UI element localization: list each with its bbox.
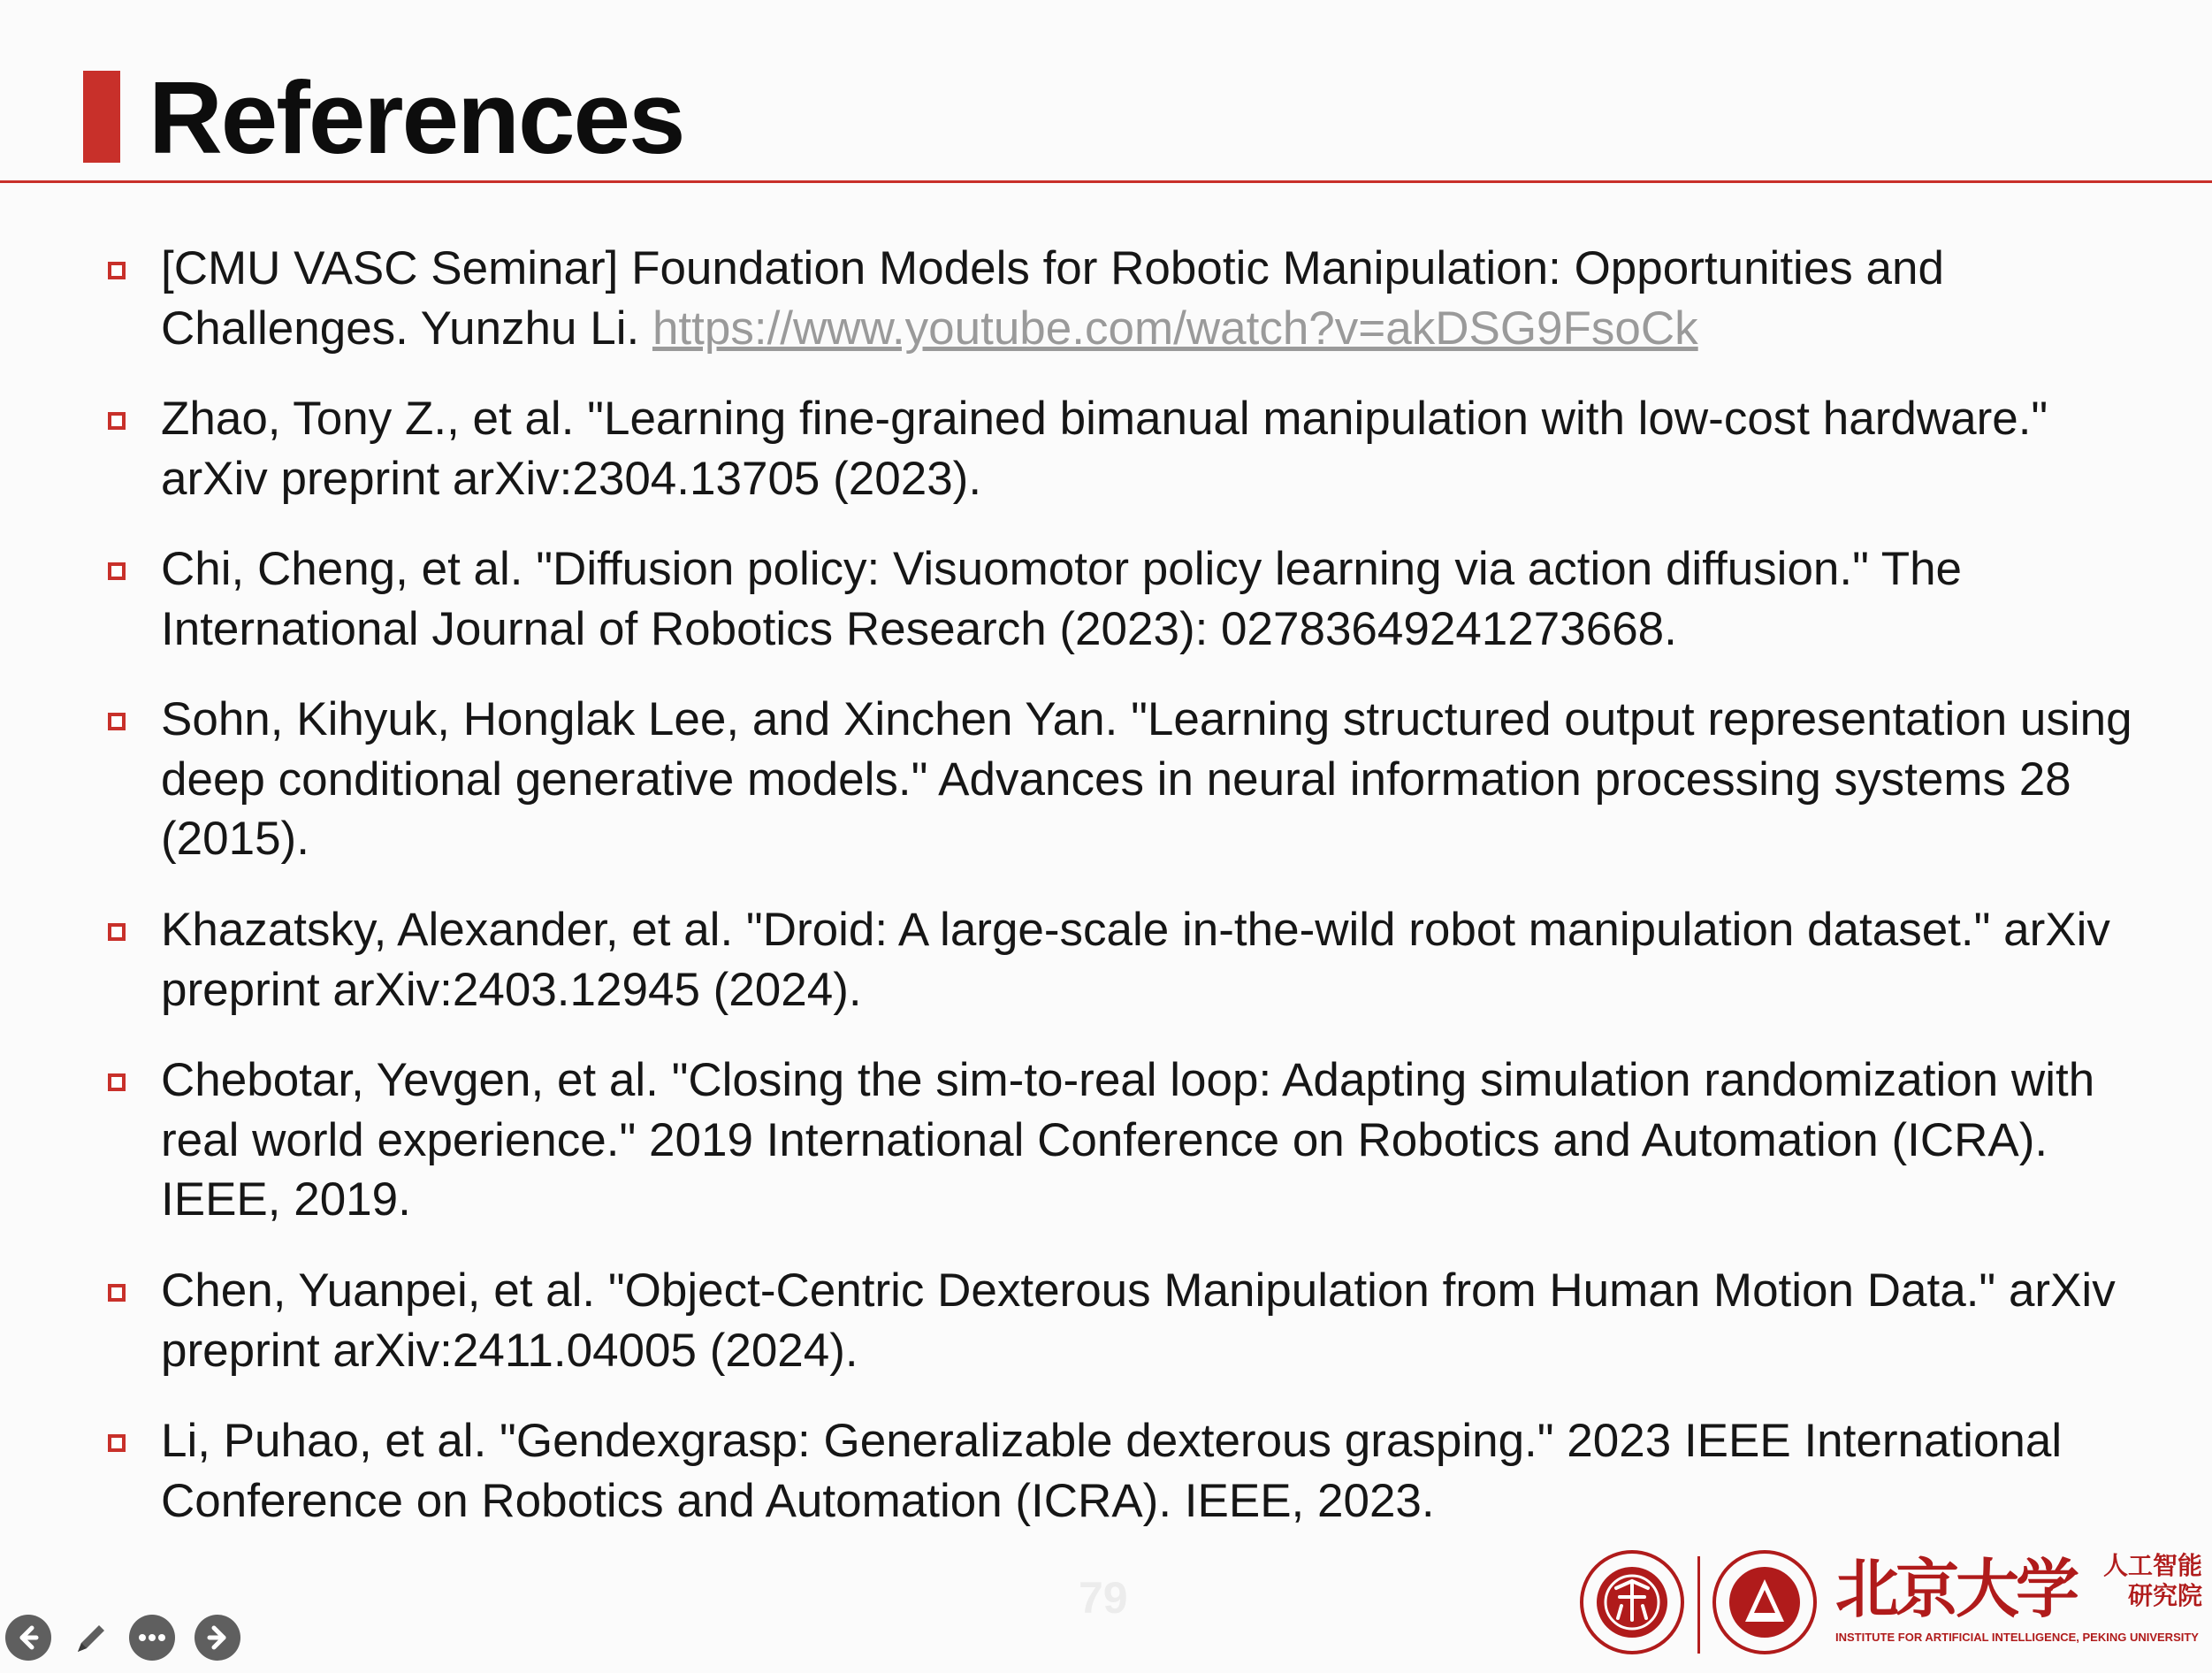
page-number: 79 — [1079, 1573, 1128, 1623]
university-name-calligraphy: 北京大学 — [1835, 1551, 2077, 1626]
bullet-square-icon — [108, 1073, 126, 1091]
institute-name-en: INSTITUTE FOR ARTIFICIAL INTELLIGENCE, PEKING UNIVERSITY — [1835, 1631, 2199, 1644]
title-accent-bar — [83, 71, 120, 163]
institution-branding — [1579, 1549, 2202, 1655]
bullet-square-icon — [108, 1434, 126, 1452]
bullet-square-icon — [108, 562, 126, 580]
reference-text: Li, Puhao, et al. "Gendexgrasp: Generalizable dexterous grasping." 2023 IEEE International Conference on Robotics and Automation (ICRA). IEEE, 2023. — [161, 1415, 2063, 1527]
reference-text: Chebotar, Yevgen, et al. "Closing the sim-to-real loop: Adapting simulation randomization with real world experience." 2019 International Conference on Robotics and Automation (ICRA). IEEE, 2019. — [161, 1054, 2095, 1226]
reference-text: Chi, Cheng, et al. "Diffusion policy: Visuomotor policy learning via action diffusion." The International Journal of Robotics Research (2023): 02783649241273668. — [161, 543, 1963, 655]
slide-title: References — [149, 60, 684, 175]
arrow-right-icon[interactable] — [195, 1615, 240, 1661]
reference-text: Sohn, Kihyuk, Honglak Lee, and Xinchen Yan. "Learning structured output representation using deep conditional generative models." Advances in neural information processing systems 28 (2015). — [161, 693, 2132, 865]
bullet-square-icon — [108, 923, 126, 941]
reference-citation: [CMU VASC Seminar] Foundation Models for Robotic Manipulation: Opportunities and Challenges. Yunzhu Li. — [161, 242, 1944, 355]
reference-text: Khazatsky, Alexander, et al. "Droid: A large-scale in-the-wild robot manipulation dataset." arXiv preprint arXiv:2403.12945 (2024). — [161, 904, 2110, 1016]
institute-name-cn: 人工智能 研究院 — [2102, 1551, 2202, 1610]
bullet-square-icon — [108, 1284, 126, 1302]
title-divider — [0, 180, 2212, 183]
peking-university-seal-icon — [1579, 1549, 1685, 1660]
reference-text: Zhao, Tony Z., et al. "Learning fine-grained bimanual manipulation with low-cost hardware." arXiv preprint arXiv:2304.13705 (2023). — [161, 393, 2048, 505]
bullet-square-icon — [108, 262, 126, 279]
arrow-left-icon[interactable] — [5, 1615, 51, 1661]
reference-link[interactable]: https://www.youtube.com/watch?v=akDSG9FsoCk — [652, 302, 1698, 355]
reference-text — [161, 239, 2141, 358]
pen-icon[interactable] — [67, 1615, 113, 1661]
logo-divider — [1697, 1556, 1700, 1654]
bullet-square-icon — [108, 412, 126, 430]
institute-seal-icon — [1712, 1549, 1818, 1660]
reference-text: Chen, Yuanpei, et al. "Object-Centric Dexterous Manipulation from Human Motion Data." arXiv preprint arXiv:2411.04005 (2024). — [161, 1264, 2116, 1377]
more-icon[interactable] — [129, 1615, 175, 1661]
bullet-square-icon — [108, 713, 126, 730]
